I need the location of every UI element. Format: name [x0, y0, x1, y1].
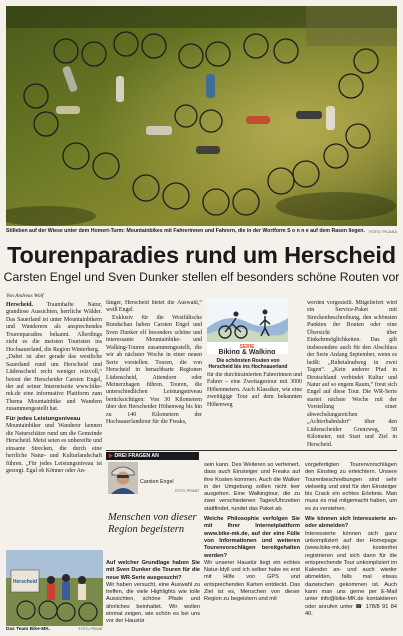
bikers-photo [6, 6, 397, 226]
answer-3: Interessierte können sich ganz unkompliziert auf der Homepage (www.bike-mk.de) kostenfrei registrieren und sich dann für die entsprechende Tour unkompliziert im Kalender an- und auch wieder abmelden, falls mal etwas dazwischen gekommen ist. Auch kann man uns gerne per E-Mail unter info@bike-MK.de kontaktieren oder anrufen unter ☎ 178/8 91 84 40. [305, 530, 397, 617]
col1-paragraph-2: „Dabei ist aber gerade das westliche Sauerland rund um Herscheid und Lüdenscheid recht weniger reizvoll,“ betont der Herscheider Carsten Engel, der auf seiner Internetseite www.bike-mk.de eine informative Plattform zum Thema Mountainbike und Wandern zusammengestellt hat. [6, 354, 102, 413]
interview-quote: Menschen von dieser Region begeistern [108, 512, 197, 535]
answer-1: Wir haben versucht, eine Auswahl zu treffen, die viele Highlights wie tolle Aussichten, schöne Pfade und ähnliches beinhaltet. Wir wollen einmal zeigen, wie schön es bei uns vor der Haustür [106, 581, 200, 625]
col2-paragraph-1: fänger, Herscheid bietet die Auswahl,“ weiß Engel. [106, 300, 202, 314]
question-2: Welche Philosophie verfolgen Sie mit Ihrer Internetplattform www.bike-mk.de, auf der eine Fülle von Informationen und weiteren Tourenvorschlägen bereitgehalten werden? [204, 516, 300, 559]
headline: Tourenparadies rund um Herscheid [7, 242, 396, 268]
team-photo [6, 550, 103, 626]
biking-walking-icon [207, 298, 288, 354]
photo-credit: FOTO: PICASA [369, 229, 397, 234]
col4-paragraph-1: werden vorgestellt. Mitgeliefert wird ein Service-Paket mit Streckenbeschreibung, den schönsten Punkten der Routen oder eine Übersicht über Einkehrmöglichkeiten. Das gilt insbesondere auch für den Abschluss der Serie Anfang September, wenn es heißt: „Ruhetalradweg in zwei Tagen“. „Kein anderer Pfad in Deutschland verbindet Kultur und Natur auf so engem Raum,“ freut sich Engel auf diese Tour. Die WR-Serie startet nächste Woche mit der Vorstellung einer abwechslungsreichen „Achterbahnfahrt“ über den Lüdenscheider Grenzweg, 58 Kilometer, mit Start und Ziel in Herscheid. [307, 300, 397, 448]
answer-2-continued: vorgefertigten Tourenvorschlägen den Einstieg zu erleichtern. Unsere Tourenbeschreibungen sind sehr vielseitig und sind für den Einsteiger bis Crack ein echtes Erlebnis. Man muss es mal mitgemacht haben, um es zu verstehen. [305, 462, 397, 512]
serie-caption: Die schönsten Routen von Herscheid bis ins Hochsauerland [208, 358, 288, 371]
author-line: Von Andreas Wolf [6, 293, 44, 299]
col1-paragraph-1: Traumhafte Natur, grandiose Aussichten, herrliche Wälder. Das Sauerland ist unter Mountainbikern und Wanderern als ansprechendes Tourenparadies bekannt. Allerdings zieht es die meisten Touristen ins Hochsauerland, die Region Winterberg. [6, 302, 102, 353]
interview-column-1 [106, 560, 200, 632]
team-photo-caption [6, 627, 103, 632]
col1-paragraph-3: Mountainbiker und Wanderer kennen die Naturschätze rund um die Gemeinde Herscheid. Meist seien es unbereifte und einsame Strecken, die durch eine herrliche Natur- und Kulturlandschaft führen. „Für jedes Leistungsniveau ist gesorgt. Egal ob Könner oder An- [6, 423, 102, 474]
label-marker-icon: ▶ [109, 453, 115, 459]
photo-caption-text: Stilleben auf der Wiese unter dem Homert-Turm: Mountainbikes mit Fahrerinnen und Fahrern, die in der Wortform S o n n e auf dem Rasen liegen. [6, 228, 365, 234]
photo-caption [6, 227, 397, 236]
col3-paragraph-3: für die durchtrainierten Fahrerinnen und Fahrer – eine Zweitagestour mit 3000 Höhenmetern. Auch Klassiker, wie eine zweitägige Tour auf dem bekannten Höhenweg [207, 372, 302, 408]
col1-subheading: Für jedes Leistungsniveau [6, 415, 81, 422]
article-column-2 [106, 300, 202, 446]
serie-title: Biking & Walking [218, 349, 276, 354]
interview-label-text: DREI FRAGEN AN [114, 453, 159, 459]
person-icon [108, 462, 138, 494]
dateline: Herscheid. [6, 302, 33, 308]
interview-column-2 [204, 462, 300, 632]
portrait-photo [108, 462, 138, 494]
subhead: Carsten Engel und Sven Dunker stellen elf besonders schöne Routen vor [3, 270, 400, 284]
team-photo-credit: FOTO: PRIVAT [78, 627, 103, 631]
col2-paragraph-2: Exklusiv für die Westfälische Rundschau haben Carsten Engel und Sven Dunker elf besonders schöne und interessante Mountainbike- und Walking-Touren zusammengestellt, die wir ab nächster Woche in einer neuen Serie vorstellen. Touren, die von Herscheid in benachbarte Regionen Lüdenscheid, Attendorn oder Meinerzhagen führen. Touren, die unterschiedlichen Leistungsniveau berücksichtigen: Von 30 Kilometern über den Herscheider Höhenweg bis hin zu 140 Kilometern der Hochsauerlandtour für die Freaks, [106, 314, 202, 426]
answer-2: Wir unserer Haustür liegt ein echtes Natur-Idyll und ich selber habe es erst mit Hilfe von GPS und entsprechenden Karten entdeckt. Das Ziel ist es, Menschen von dieser Region zu begeistern und mit [204, 559, 300, 603]
article-column-1 [6, 290, 102, 548]
article-column-3 [207, 372, 302, 450]
interviewee-name: Carsten Engel [140, 479, 174, 485]
interview-column-3 [305, 462, 397, 632]
team-photo-graphic [6, 550, 103, 626]
team-photo-caption-text: Das Team Bike-MK. [6, 627, 51, 632]
article-column-4 [307, 300, 397, 450]
question-1: Auf welcher Grundlage haben Sie mit Sven Dunker die Touren für die neue WR-Serie ausgesucht? [106, 560, 200, 581]
serie-label: SERIE [239, 344, 255, 350]
portrait-credit: FOTO: PRIVAT [175, 489, 200, 493]
serie-logo [207, 298, 288, 354]
banner-text: Herscheid [12, 579, 38, 585]
bikers-photo-graphic [6, 6, 397, 226]
interview-label [106, 452, 199, 460]
section-divider [106, 450, 397, 451]
answer-1-continued: sein kann. Des Weiteren so verfeinert, dass auch Einsteiger und Freaks auf ihre Kosten kommen. Auch die Walker in der Umgebung sollen nicht leer ausgehen. Eine Walkingtour, die zu zwei verschiedenen Tagen/Uhrzeiten stattfindet, rundet das Paket ab. [204, 462, 300, 512]
question-3: Wie können sich Interessierte an- oder abmelden? [305, 516, 397, 530]
